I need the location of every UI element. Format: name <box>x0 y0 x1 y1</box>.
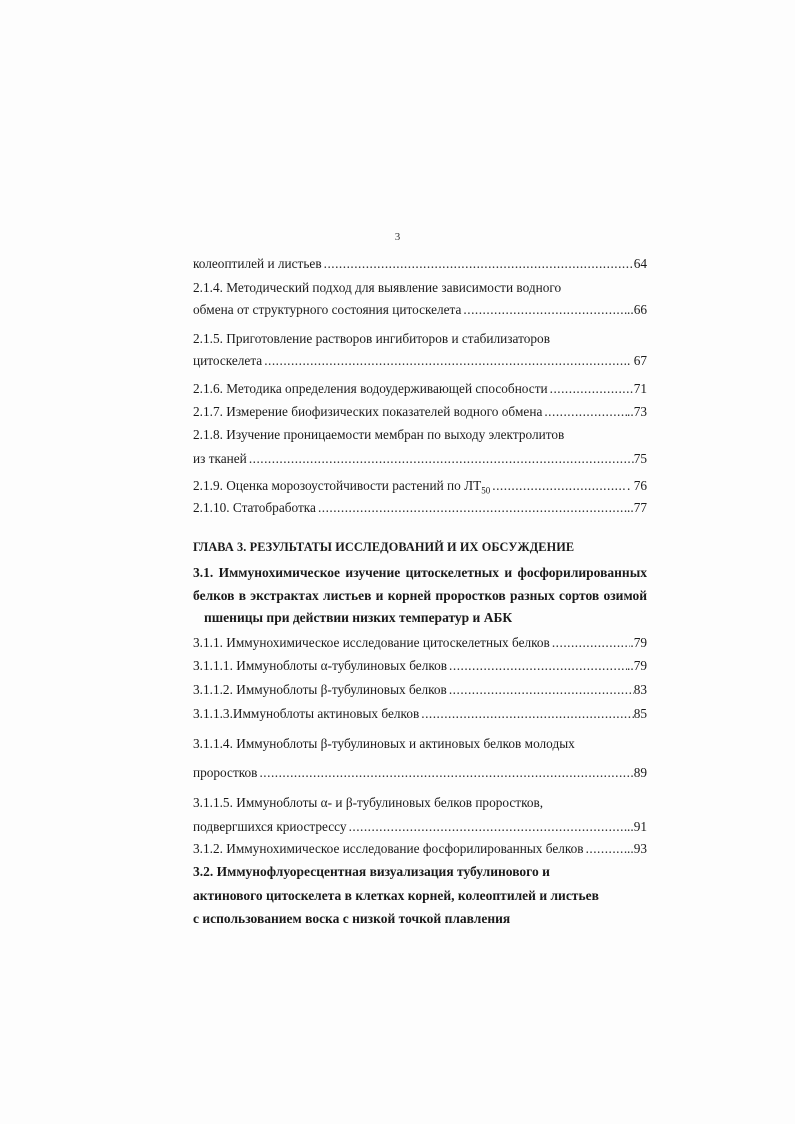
section-heading-line: с использованием воска с низкой точкой плавления <box>193 911 511 926</box>
toc-page: 64 <box>633 256 647 271</box>
toc-entry <box>193 635 647 651</box>
toc-entry <box>193 451 647 467</box>
dot-leader <box>257 765 633 781</box>
toc-page: ..77 <box>627 500 647 515</box>
toc-title <box>193 478 490 499</box>
toc-title: 3.1.2. Иммунохимическое исследование фосфорилированных белков <box>193 841 584 856</box>
toc-title-line: 3.1.1.5. Иммуноблоты α- и β-тубулиновых белков проростков, <box>193 795 544 810</box>
toc-title-line: 2.1.4. Методический подход для выявление зависимости водного <box>193 280 562 295</box>
toc-title: 3.1.1.1. Иммуноблоты α-тубулиновых белков <box>193 658 448 673</box>
toc-entry <box>193 381 647 397</box>
toc-entry <box>193 682 647 698</box>
dot-leader <box>347 819 627 835</box>
toc-title: колеоптилей и листьев <box>193 256 322 271</box>
section-heading-line: актинового цитоскелета в клетках корней, колеоптилей и листьев <box>193 888 599 903</box>
toc-entry <box>193 256 647 272</box>
dot-leader <box>584 841 627 857</box>
toc-entry <box>193 841 647 857</box>
toc-title: 2.1.7. Измерение биофизических показателей водного обмена <box>193 404 543 419</box>
toc-entry <box>193 658 647 674</box>
toc-entry <box>193 404 647 420</box>
toc-page: 83 <box>633 682 647 697</box>
toc-title: 3.1.1. Иммунохимическое исследование цитоскелетных белков <box>193 635 550 650</box>
chapter-heading: ГЛАВА 3. РЕЗУЛЬТАТЫ ИССЛЕДОВАНИЙ И ИХ ОБСУЖДЕНИЕ <box>193 540 575 554</box>
toc-title-line: 3.1.1.4. Иммуноблоты β-тубулиновых и актиновых белков молодых <box>193 736 575 751</box>
toc-page: .79 <box>630 635 647 650</box>
toc-page: 75 <box>633 451 647 466</box>
toc-title: 3.1.1.3.Иммуноблоты актиновых белков <box>193 706 420 721</box>
toc-page: ..93 <box>627 841 647 856</box>
toc-page: ..66 <box>627 302 647 317</box>
dot-leader <box>548 381 634 397</box>
toc-page: ..79 <box>627 658 647 673</box>
subscript: 50 <box>481 485 491 496</box>
toc-title: 2.1.10. Статобработка <box>193 500 316 515</box>
toc-title-line: 2.1.5. Приготовление растворов ингибиторов и стабилизаторов <box>193 331 550 346</box>
dot-leader <box>447 682 634 698</box>
toc-title: подвергшихся криострессу <box>193 819 347 834</box>
section-heading-line: белков в экстрактах листьев и корней проростков разных сортов озимой <box>193 588 647 603</box>
toc-page: ..73 <box>627 404 647 419</box>
toc-page: 89 <box>633 765 647 780</box>
toc-entry <box>193 765 647 781</box>
toc-entry <box>193 302 647 318</box>
dot-leader <box>322 256 634 272</box>
dot-leader <box>550 635 631 651</box>
toc-title-text: 2.1.9. Оценка морозоустойчивости растений по ЛТ <box>193 478 482 493</box>
toc-entry <box>193 353 647 369</box>
toc-entry <box>193 819 647 835</box>
toc-title: цитоскелета <box>193 353 263 368</box>
page-number: 3 <box>394 231 401 243</box>
section-heading-line: пшеницы при действии низких температур и АБК <box>204 610 513 625</box>
dot-leader <box>247 451 634 467</box>
dot-leader <box>461 302 627 318</box>
dot-leader <box>419 706 633 722</box>
dot-leader <box>262 353 627 369</box>
toc-title: проростков <box>193 765 258 780</box>
toc-title: из тканей <box>193 451 247 466</box>
dot-leader <box>490 478 627 494</box>
section-heading-line: 3.1. Иммунохимическое изучение цитоскелетных и фосфорилированных <box>193 565 647 580</box>
toc-entry <box>193 478 647 499</box>
toc-title: 2.1.6. Методика определения водоудерживающей способности <box>193 381 548 396</box>
toc-title: 3.1.1.2. Иммуноблоты β-тубулиновых белков <box>193 682 447 697</box>
toc-page: 85 <box>633 706 647 721</box>
toc-title: обмена от структурного состояния цитоскелета <box>193 302 462 317</box>
toc-title-line: 2.1.8. Изучение проницаемости мембран по выходу электролитов <box>193 427 565 442</box>
toc-entry <box>193 706 647 722</box>
toc-entry <box>193 500 647 516</box>
dot-leader <box>316 500 627 516</box>
dot-leader <box>447 658 627 674</box>
section-heading-line: 3.2. Иммунофлуоресцентная визуализация тубулинового и <box>193 864 550 879</box>
toc-page: ..91 <box>627 819 647 834</box>
toc-page: . 76 <box>627 478 647 493</box>
dot-leader <box>542 404 627 420</box>
toc-page: . 67 <box>627 353 647 368</box>
toc-page: 71 <box>633 381 647 396</box>
